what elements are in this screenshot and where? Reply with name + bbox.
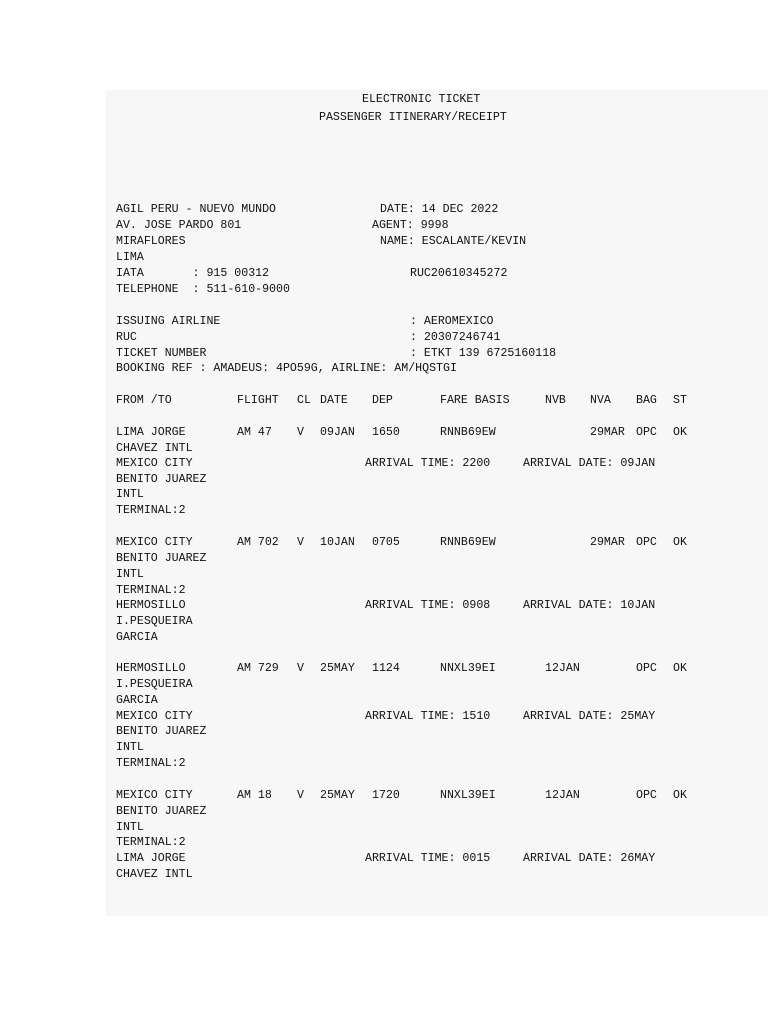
segment-from-line: BENITO JUAREZ [116, 552, 207, 565]
segment-from-line: TERMINAL:2 [116, 836, 186, 849]
agency-district: MIRAFLORES [116, 235, 186, 248]
segment-from-line: MEXICO CITY [116, 536, 193, 549]
segment-to-line: TERMINAL:2 [116, 504, 186, 517]
col-header-flight: FLIGHT [237, 394, 279, 407]
segment-bag: OPC [636, 789, 657, 802]
segment-from-line: MEXICO CITY [116, 789, 193, 802]
segment-to-line: I.PESQUEIRA [116, 615, 193, 628]
segment-from-line: INTL [116, 568, 144, 581]
segment-to-line: MEXICO CITY [116, 710, 193, 723]
segment-from-line: TERMINAL:2 [116, 584, 186, 597]
segment-date: 25MAY [320, 662, 355, 675]
ticket-number-value: : ETKT 139 6725160118 [410, 347, 557, 360]
segment-to-line: CHAVEZ INTL [116, 868, 193, 881]
segment-class: V [297, 536, 304, 549]
ticket-title: ELECTRONIC TICKET [362, 93, 481, 106]
segment-status: OK [673, 662, 687, 675]
issue-date: DATE: 14 DEC 2022 [380, 203, 499, 216]
agency-address: AV. JOSE PARDO 801 [116, 219, 242, 232]
segment-from-line: HERMOSILLO [116, 662, 186, 675]
ticket-number-label: TICKET NUMBER [116, 347, 207, 360]
segment-fare-basis: NNXL39EI [440, 662, 496, 675]
issuing-airline-label: ISSUING AIRLINE [116, 315, 221, 328]
segment-fare-basis: RNNB69EW [440, 536, 496, 549]
segment-nvb: 12JAN [545, 789, 580, 802]
segment-flight: AM 18 [237, 789, 272, 802]
passenger-name: NAME: ESCALANTE/KEVIN [380, 235, 527, 248]
booking-reference: BOOKING REF : AMADEUS: 4PO59G, AIRLINE: AM/HQSTGI [116, 362, 457, 375]
segment-class: V [297, 662, 304, 675]
segment-to-line: BENITO JUAREZ [116, 725, 207, 738]
segment-status: OK [673, 536, 687, 549]
segment-to-line: INTL [116, 741, 144, 754]
segment-from-line: BENITO JUAREZ [116, 805, 207, 818]
segment-arrival-date: ARRIVAL DATE: 09JAN [523, 457, 656, 470]
segment-to-line: HERMOSILLO [116, 599, 186, 612]
segment-nvb: 12JAN [545, 662, 580, 675]
segment-date: 25MAY [320, 789, 355, 802]
segment-arrival-time: ARRIVAL TIME: 1510 [365, 710, 491, 723]
agency-iata: IATA : 915 00312 [116, 267, 270, 280]
segment-flight: AM 702 [237, 536, 279, 549]
airline-ruc-label: RUC [116, 331, 137, 344]
segment-bag: OPC [636, 536, 657, 549]
col-header-status: ST [673, 394, 687, 407]
segment-nva: 29MAR [590, 536, 625, 549]
col-header-nva: NVA [590, 394, 611, 407]
agency-city: LIMA [116, 251, 144, 264]
segment-arrival-time: ARRIVAL TIME: 0015 [365, 852, 491, 865]
segment-to-line: LIMA JORGE [116, 852, 186, 865]
airline-ruc-value: : 20307246741 [410, 331, 501, 344]
segment-from-line: CHAVEZ INTL [116, 442, 193, 455]
segment-arrival-time: ARRIVAL TIME: 0908 [365, 599, 491, 612]
col-header-bag: BAG [636, 394, 657, 407]
col-header-fare-basis: FARE BASIS [440, 394, 510, 407]
segment-departure: 1720 [372, 789, 400, 802]
segment-to-line: MEXICO CITY [116, 457, 193, 470]
segment-date: 09JAN [320, 426, 355, 439]
segment-departure: 1124 [372, 662, 400, 675]
segment-class: V [297, 426, 304, 439]
segment-status: OK [673, 426, 687, 439]
agency-ruc: RUC20610345272 [410, 267, 508, 280]
segment-arrival-date: ARRIVAL DATE: 10JAN [523, 599, 656, 612]
col-header-date: DATE [320, 394, 348, 407]
segment-to-line: GARCIA [116, 631, 158, 644]
agent-id: AGENT: 9998 [372, 219, 449, 232]
col-header-departure: DEP [372, 394, 393, 407]
ticket-subtitle: PASSENGER ITINERARY/RECEIPT [319, 111, 507, 124]
issuing-airline-value: : AEROMEXICO [410, 315, 494, 328]
segment-status: OK [673, 789, 687, 802]
segment-from-line: INTL [116, 821, 144, 834]
segment-to-line: BENITO JUAREZ [116, 473, 207, 486]
segment-departure: 1650 [372, 426, 400, 439]
segment-flight: AM 729 [237, 662, 279, 675]
segment-class: V [297, 789, 304, 802]
segment-bag: OPC [636, 426, 657, 439]
col-header-from-to: FROM /TO [116, 394, 172, 407]
segment-from-line: GARCIA [116, 694, 158, 707]
segment-from-line: I.PESQUEIRA [116, 678, 193, 691]
col-header-nvb: NVB [545, 394, 566, 407]
col-header-class: CL [297, 394, 311, 407]
segment-bag: OPC [636, 662, 657, 675]
segment-flight: AM 47 [237, 426, 272, 439]
segment-to-line: TERMINAL:2 [116, 757, 186, 770]
segment-arrival-time: ARRIVAL TIME: 2200 [365, 457, 491, 470]
segment-fare-basis: NNXL39EI [440, 789, 496, 802]
segment-from-line: LIMA JORGE [116, 426, 186, 439]
agency-name: AGIL PERU - NUEVO MUNDO [116, 203, 277, 216]
segment-nva: 29MAR [590, 426, 625, 439]
segment-arrival-date: ARRIVAL DATE: 26MAY [523, 852, 656, 865]
agency-telephone: TELEPHONE : 511-610-9000 [116, 283, 290, 296]
segment-departure: 0705 [372, 536, 400, 549]
segment-to-line: INTL [116, 488, 144, 501]
segment-arrival-date: ARRIVAL DATE: 25MAY [523, 710, 656, 723]
segment-fare-basis: RNNB69EW [440, 426, 496, 439]
segment-date: 10JAN [320, 536, 355, 549]
